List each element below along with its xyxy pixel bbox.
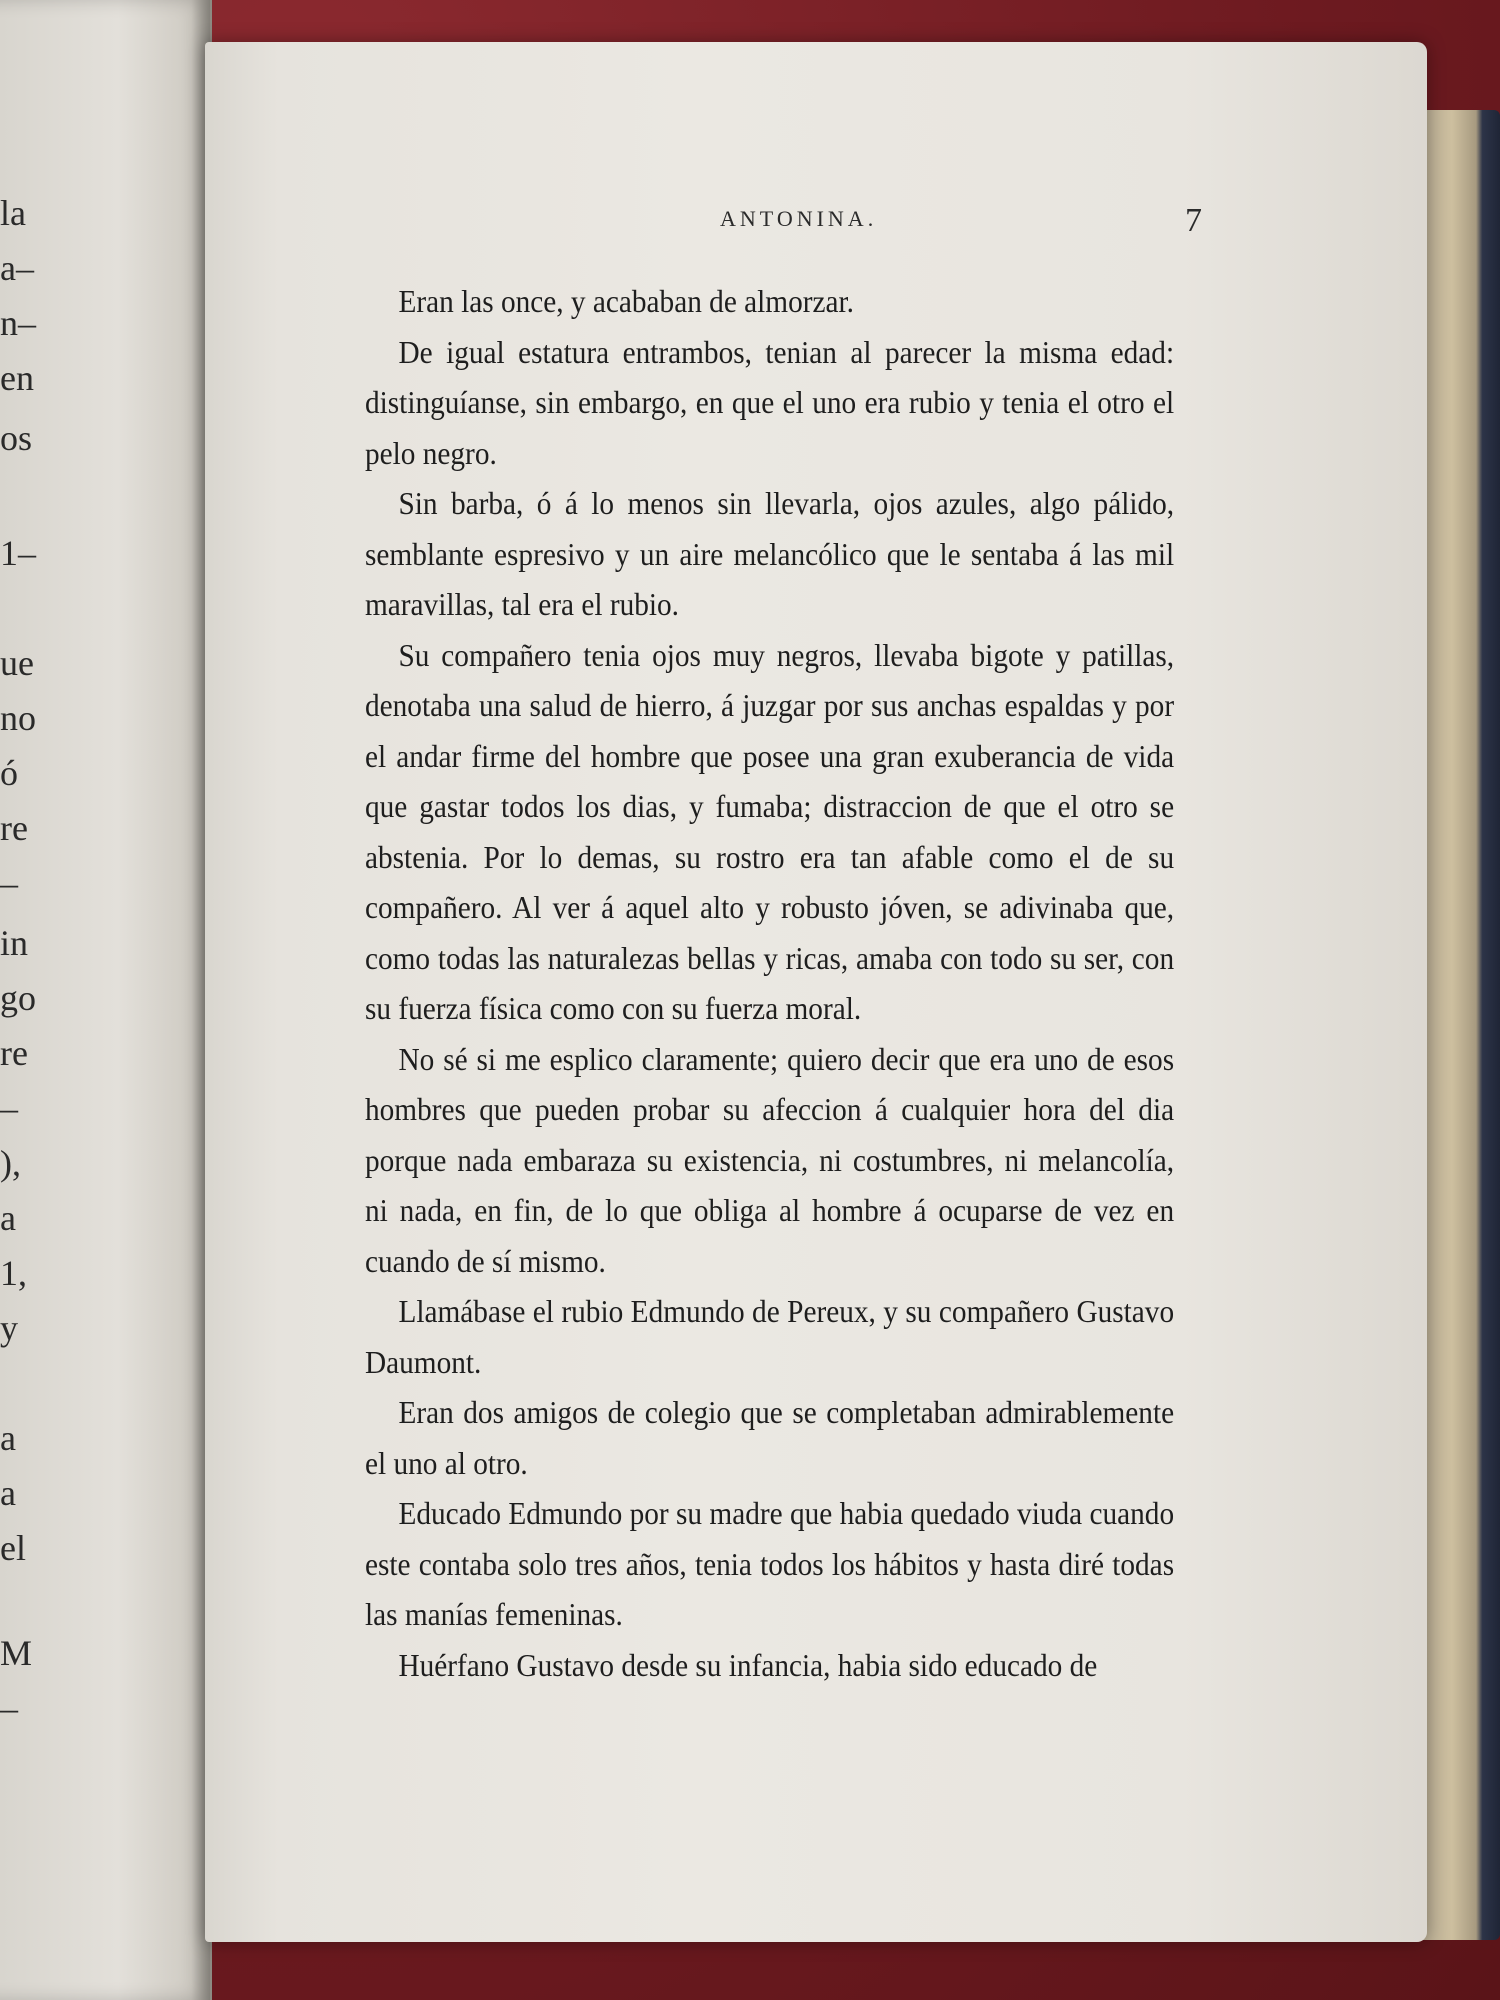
margin-fragment: a	[0, 1418, 16, 1458]
margin-fragment: –	[0, 1088, 18, 1128]
margin-fragment: no	[0, 698, 36, 738]
margin-fragment: M	[0, 1633, 33, 1673]
paragraph: Eran dos amigos de colegio que se completaban admirablemente el uno al otro.	[365, 1395, 1175, 1481]
margin-fragment: in	[0, 923, 29, 963]
margin-fragment: y	[0, 1308, 18, 1348]
paragraph: De igual estatura entrambos, tenian al parecer la misma edad: distinguíanse, sin embargo, en que el uno era rubio y tenia el otro el pelo negro.	[365, 334, 1175, 471]
margin-fragment: a–	[0, 248, 34, 288]
page-number: 7	[1185, 202, 1202, 239]
margin-fragment: ),	[0, 1143, 21, 1183]
margin-fragment: re	[0, 1033, 28, 1073]
paragraph: Educado Edmundo por su madre que habia quedado viuda cuando este contaba solo tres años, tenia todos los hábitos y hasta diré todas las manías femeninas.	[365, 1496, 1175, 1632]
margin-fragment: 1,	[0, 1253, 27, 1293]
margin-fragment: ó	[0, 753, 18, 793]
paragraph: Huérfano Gustavo desde su infancia, habia sido educado de	[398, 1647, 1098, 1683]
margin-fragment: 1–	[0, 533, 36, 573]
previous-page	[0, 0, 212, 2000]
body-text	[365, 277, 1174, 1691]
margin-fragment: la	[0, 193, 26, 233]
margin-fragment: –	[0, 1688, 18, 1728]
margin-fragment: a	[0, 1473, 16, 1513]
margin-fragment: os	[0, 418, 33, 458]
margin-fragment: –	[0, 863, 18, 903]
margin-fragment: re	[0, 808, 28, 848]
running-title: ANTONINA.	[720, 206, 878, 231]
book-cover-edge	[1420, 110, 1500, 1940]
paragraph: Sin barba, ó á lo menos sin llevarla, ojos azules, algo pálido, semblante espresivo y un aire melancólico que le sentaba á las mil maravillas, tal era el rubio.	[365, 486, 1175, 622]
paragraph: No sé si me esplico claramente; quiero decir que era uno de esos hombres que pueden probar su afeccion á cualquier hora del dia porque nada embaraza su existencia, ni costumbres, ni melancolía, ni nada, en fin, de lo que obliga al hombre á ocuparse de vez en cuando de sí mismo.	[365, 1041, 1175, 1279]
paragraph: Llamábase el rubio Edmundo de Pereux, y su compañero Gustavo Daumont.	[365, 1294, 1175, 1380]
margin-fragment: ue	[0, 643, 34, 683]
paragraph: Su compañero tenia ojos muy negros, llevaba bigote y patillas, denotaba una salud de hierro, á juzgar por sus anchas espaldas y por el andar firme del hombre que posee una gran exuberancia de vida que gastar todos los dias, y fumaba; distraccion de que el otro se abstenia. Por lo demas, su rostro era tan afable como el de su compañero. Al ver á aquel alto y robusto jóven, se adivinaba que, como todas las naturalezas bellas y ricas, amaba con todo su ser, con su fuerza física como con su fuerza moral.	[365, 637, 1175, 1026]
margin-fragment: a	[0, 1198, 16, 1238]
margin-fragment: go	[0, 978, 36, 1018]
paragraph: Eran las once, y acababan de almorzar.	[398, 284, 854, 319]
page-header	[205, 202, 1427, 242]
margin-fragment: el	[0, 1528, 26, 1568]
margin-fragment: n–	[0, 303, 36, 343]
margin-fragment: en	[0, 358, 34, 398]
book-page	[205, 42, 1427, 1942]
